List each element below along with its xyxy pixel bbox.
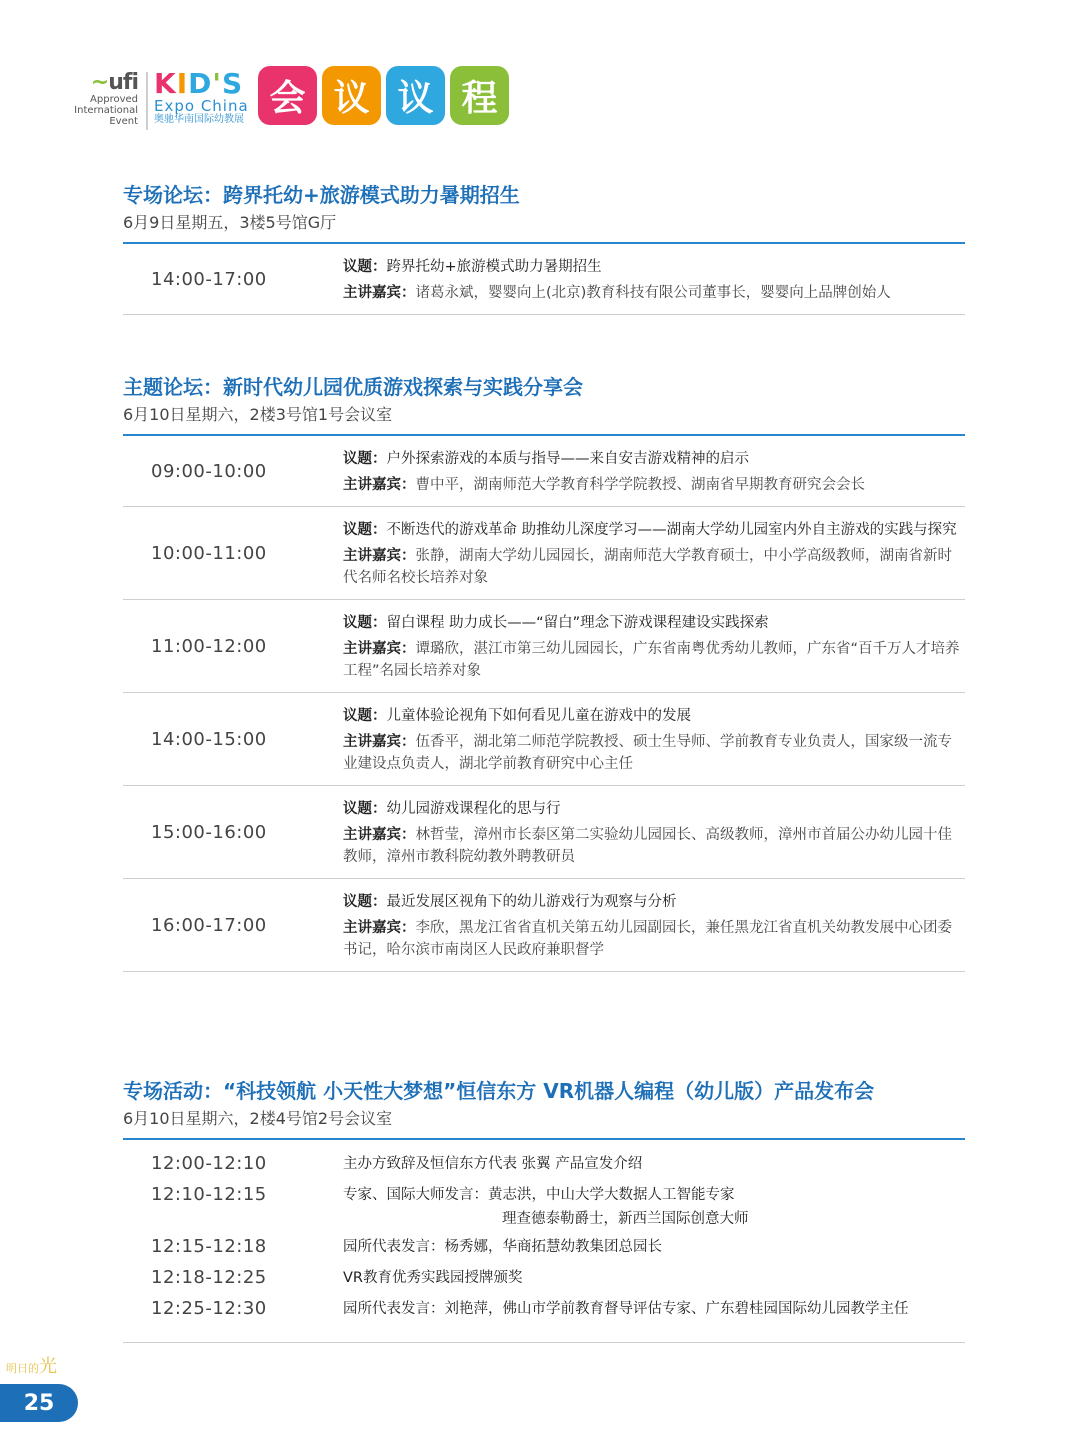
session-time: 11:00-12:00: [151, 635, 267, 657]
schedule-row: [123, 244, 965, 315]
activity-row: [123, 1183, 965, 1231]
footer-tagline: 明日的光: [6, 1356, 57, 1377]
schedule-row: [123, 693, 965, 786]
activity-time: 12:18-12:25: [151, 1267, 267, 1288]
session-speaker: 主讲嘉宾：诸葛永斌，婴婴向上(北京)教育科技有限公司董事长，婴婴向上品牌创始人: [343, 285, 891, 301]
activity-text: 主办方致辞及恒信东方代表 张翼 产品宣发介绍: [343, 1156, 643, 1172]
schedule-row: [123, 786, 965, 879]
schedule-row: [123, 436, 965, 507]
session-topic: 议题：留白课程 助力成长——“留白”理念下游戏课程建设实践探索: [343, 615, 769, 631]
ufi-logo: ~ufi Approved International Event: [74, 70, 138, 127]
activity-row: [123, 1297, 965, 1328]
activity-row: [123, 1266, 965, 1297]
section-title: 主题论坛：新时代幼儿园优质游戏探索与实践分享会: [123, 375, 583, 399]
page-title: [258, 66, 509, 125]
title-tile: 议: [322, 66, 381, 125]
section-title: 专场活动：“科技领航 小天性大梦想”恒信东方 VR机器人编程（幼儿版）产品发布会: [123, 1079, 875, 1103]
session-speaker: 主讲嘉宾：谭璐欣，湛江市第三幼儿园园长，广东省南粤优秀幼儿教师，广东省“百千万人才培养工程”名园长培养对象: [343, 641, 960, 679]
section-subtitle: 6月9日星期五，3楼5号馆G厅: [123, 213, 337, 232]
session-topic: 议题：幼儿园游戏课程化的思与行: [343, 801, 561, 817]
activity-row: [123, 1235, 965, 1266]
page-number-badge: 25: [0, 1384, 78, 1422]
page-header: [68, 66, 528, 136]
session-time: 16:00-17:00: [151, 914, 267, 936]
title-tile: 议: [386, 66, 445, 125]
session-time: 14:00-15:00: [151, 728, 267, 750]
activity-time: 12:10-12:15: [151, 1184, 267, 1205]
activity-row: [123, 1152, 965, 1183]
activity-text-continued: 理查德泰勒爵士，新西兰国际创意大师: [502, 1211, 749, 1227]
session-speaker: 主讲嘉宾：张静，湖南大学幼儿园园长，湖南师范大学教育硕士，中小学高级教师，湖南省新时代名师名校长培养对象: [343, 548, 952, 586]
session-time: 09:00-10:00: [151, 460, 267, 482]
session-topic: 议题：最近发展区视角下的幼儿游戏行为观察与分析: [343, 894, 677, 910]
title-tile: 程: [450, 66, 509, 125]
session-speaker: 主讲嘉宾：伍香平，湖北第二师范学院教授、硕士生导师、学前教育专业负责人，国家级一流专业建设点负责人，湖北学前教育研究中心主任: [343, 734, 952, 772]
session-time: 14:00-17:00: [151, 268, 267, 290]
session-time: 15:00-16:00: [151, 821, 267, 843]
session-speaker: 主讲嘉宾：曹中平，湖南师范大学教育科学学院教授、湖南省早期教育研究会会长: [343, 477, 865, 493]
section-special-activity: [123, 1078, 965, 1343]
activity-text: 专家、国际大师发言：黄志洪，中山大学大数据人工智能专家: [343, 1187, 735, 1203]
title-tile: 会: [258, 66, 317, 125]
activity-text: 园所代表发言：杨秀娜，华商拓慧幼教集团总园长: [343, 1239, 662, 1255]
session-topic: 议题：不断迭代的游戏革命 助推幼儿深度学习——湖南大学幼儿园室内外自主游戏的实践与探究: [343, 522, 957, 538]
kids-expo-logo: KID'S Expo China 奥驰华南国际幼教展: [154, 67, 249, 125]
session-topic: 议题：跨界托幼+旅游模式助力暑期招生: [343, 259, 602, 275]
schedule-row: [123, 507, 965, 600]
section-title: 专场论坛：跨界托幼+旅游模式助力暑期招生: [123, 183, 520, 207]
session-topic: 议题：户外探索游戏的本质与指导——来自安吉游戏精神的启示: [343, 451, 749, 467]
section-subtitle: 6月10日星期六，2楼3号馆1号会议室: [123, 405, 393, 424]
section-subtitle: 6月10日星期六，2楼4号馆2号会议室: [123, 1109, 393, 1128]
activity-time: 12:25-12:30: [151, 1298, 267, 1319]
activity-text: VR教育优秀实践园授牌颁奖: [343, 1270, 523, 1286]
section-theme-forum: [123, 374, 965, 972]
session-time: 10:00-11:00: [151, 542, 267, 564]
activity-time: 12:00-12:10: [151, 1153, 267, 1174]
activity-schedule: [123, 1140, 965, 1343]
session-speaker: 主讲嘉宾：李欣，黑龙江省省直机关第五幼儿园副园长，兼任黑龙江省直机关幼教发展中心团委书记，哈尔滨市南岗区人民政府兼职督学: [343, 920, 952, 958]
logo-divider: [146, 72, 148, 130]
schedule-row: [123, 600, 965, 693]
section-special-forum: [123, 182, 965, 315]
schedule-row: [123, 879, 965, 972]
session-topic: 议题：儿童体验论视角下如何看见儿童在游戏中的发展: [343, 708, 691, 724]
session-speaker: 主讲嘉宾：林哲莹，漳州市长泰区第二实验幼儿园园长、高级教师，漳州市首届公办幼儿园十佳教师，漳州市教科院幼教外聘教研员: [343, 827, 952, 865]
activity-time: 12:15-12:18: [151, 1236, 267, 1257]
activity-text: 园所代表发言：刘艳萍，佛山市学前教育督导评估专家、广东碧桂园国际幼儿园教学主任: [343, 1301, 909, 1317]
